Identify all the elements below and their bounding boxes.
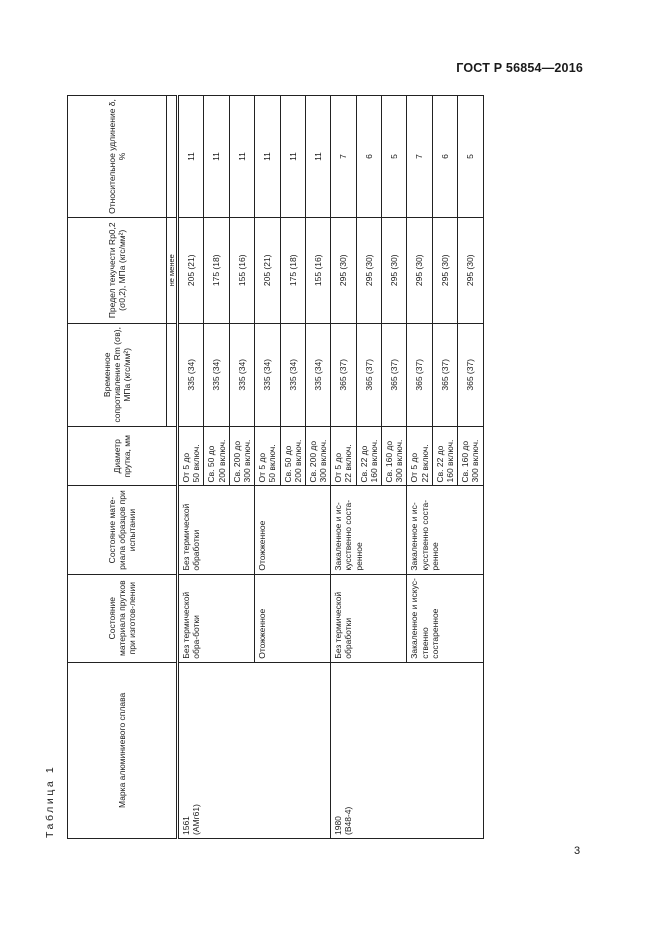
diameter-cell: От 5 до 22 включ. xyxy=(331,427,356,486)
elongation-cell: 7 xyxy=(407,96,432,218)
header-not-less-right xyxy=(167,96,178,218)
diameter-cell: Св. 50 до 200 включ. xyxy=(280,427,305,486)
yield-cell: 175 (18) xyxy=(204,218,229,324)
diameter-cell: Св. 200 до 300 включ. xyxy=(229,427,254,486)
table-row xyxy=(178,96,204,839)
tensile-cell: 365 (37) xyxy=(458,323,483,427)
bar-state-cell: Без термической обра-ботки xyxy=(178,574,255,662)
elongation-cell: 11 xyxy=(255,96,280,218)
header-specimen-state: Состояние мате-риала образцов при испытании xyxy=(68,486,178,574)
yield-cell: 205 (21) xyxy=(178,218,204,324)
tensile-cell: 335 (34) xyxy=(280,323,305,427)
document-code: ГОСТ Р 56854—2016 xyxy=(456,61,583,75)
elongation-cell: 6 xyxy=(356,96,381,218)
grade-cell: 1980 (В48-4) xyxy=(331,662,483,838)
specimen-state-cell: Без термической обработки xyxy=(178,486,255,574)
bar-state-cell: Отожженное xyxy=(255,574,331,662)
yield-cell: 295 (30) xyxy=(356,218,381,324)
tensile-cell: 335 (34) xyxy=(229,323,254,427)
header-grade: Марка алюминиевого сплава xyxy=(68,662,178,838)
elongation-cell: 7 xyxy=(331,96,356,218)
tensile-cell: 335 (34) xyxy=(204,323,229,427)
tensile-cell: 365 (37) xyxy=(382,323,407,427)
header-bar-state: Состояние материала прутков при изготов-лении xyxy=(68,574,178,662)
table-caption: Таблица 1 xyxy=(44,764,56,838)
tensile-cell: 335 (34) xyxy=(255,323,280,427)
yield-cell: 295 (30) xyxy=(331,218,356,324)
bar-state-cell: Закаленное и искус-ственно состаренное xyxy=(407,574,483,662)
table-body xyxy=(178,96,484,839)
elongation-cell: 5 xyxy=(382,96,407,218)
tensile-cell: 365 (37) xyxy=(356,323,381,427)
elongation-cell: 11 xyxy=(178,96,204,218)
diameter-cell: Св. 200 до 300 включ. xyxy=(305,427,330,486)
elongation-cell: 6 xyxy=(432,96,457,218)
yield-cell: 175 (18) xyxy=(280,218,305,324)
diameter-cell: Св. 160 до 300 включ. xyxy=(382,427,407,486)
yield-cell: 295 (30) xyxy=(407,218,432,324)
tensile-cell: 335 (34) xyxy=(178,323,204,427)
tensile-cell: 365 (37) xyxy=(432,323,457,427)
yield-cell: 155 (16) xyxy=(305,218,330,324)
tensile-cell: 335 (34) xyxy=(305,323,330,427)
yield-cell: 155 (16) xyxy=(229,218,254,324)
header-yield: Предел текучести Rp0,2 (σ0,2), МПа (кгс/мм²) xyxy=(68,218,167,324)
diameter-cell: Св. 160 до 300 включ. xyxy=(458,427,483,486)
elongation-cell: 11 xyxy=(204,96,229,218)
specimen-state-cell: Закаленное и ис-кусственно соста-ренное xyxy=(407,486,483,574)
elongation-cell: 11 xyxy=(280,96,305,218)
elongation-cell: 11 xyxy=(229,96,254,218)
diameter-cell: Св. 50 до 200 включ. xyxy=(204,427,229,486)
diameter-cell: От 5 до 22 включ. xyxy=(407,427,432,486)
yield-cell: 295 (30) xyxy=(432,218,457,324)
table-row xyxy=(331,96,356,839)
specimen-state-cell: Закаленное и ис-кусственно соста-ренное xyxy=(331,486,407,574)
yield-cell: 295 (30) xyxy=(382,218,407,324)
diameter-cell: Св. 22 до 160 включ. xyxy=(432,427,457,486)
page-number: 3 xyxy=(574,845,581,857)
header-tensile: Временное сопротивление Rm (σв), МПа (кгс/мм²) xyxy=(68,323,167,427)
elongation-cell: 5 xyxy=(458,96,483,218)
specimen-state-cell: Отожженное xyxy=(255,486,331,574)
yield-cell: 295 (30) xyxy=(458,218,483,324)
diameter-cell: От 5 до 50 включ. xyxy=(178,427,204,486)
diameter-cell: От 5 до 50 включ. xyxy=(255,427,280,486)
yield-cell: 205 (21) xyxy=(255,218,280,324)
elongation-cell: 11 xyxy=(305,96,330,218)
header-not-less: не менее xyxy=(167,218,178,324)
header-elongation: Относительное удлинение δ, % xyxy=(68,96,167,218)
grade-cell: 1561 (АМг61) xyxy=(178,662,331,838)
tensile-cell: 365 (37) xyxy=(331,323,356,427)
header-not-less-left xyxy=(167,323,178,427)
bar-state-cell: Без термической обработки xyxy=(331,574,407,662)
tensile-cell: 365 (37) xyxy=(407,323,432,427)
diameter-cell: Св. 22 до 160 включ. xyxy=(356,427,381,486)
header-diameter: Диаметр прутка, мм xyxy=(68,427,178,486)
rotated-table-container xyxy=(67,95,483,839)
properties-table xyxy=(67,95,484,839)
